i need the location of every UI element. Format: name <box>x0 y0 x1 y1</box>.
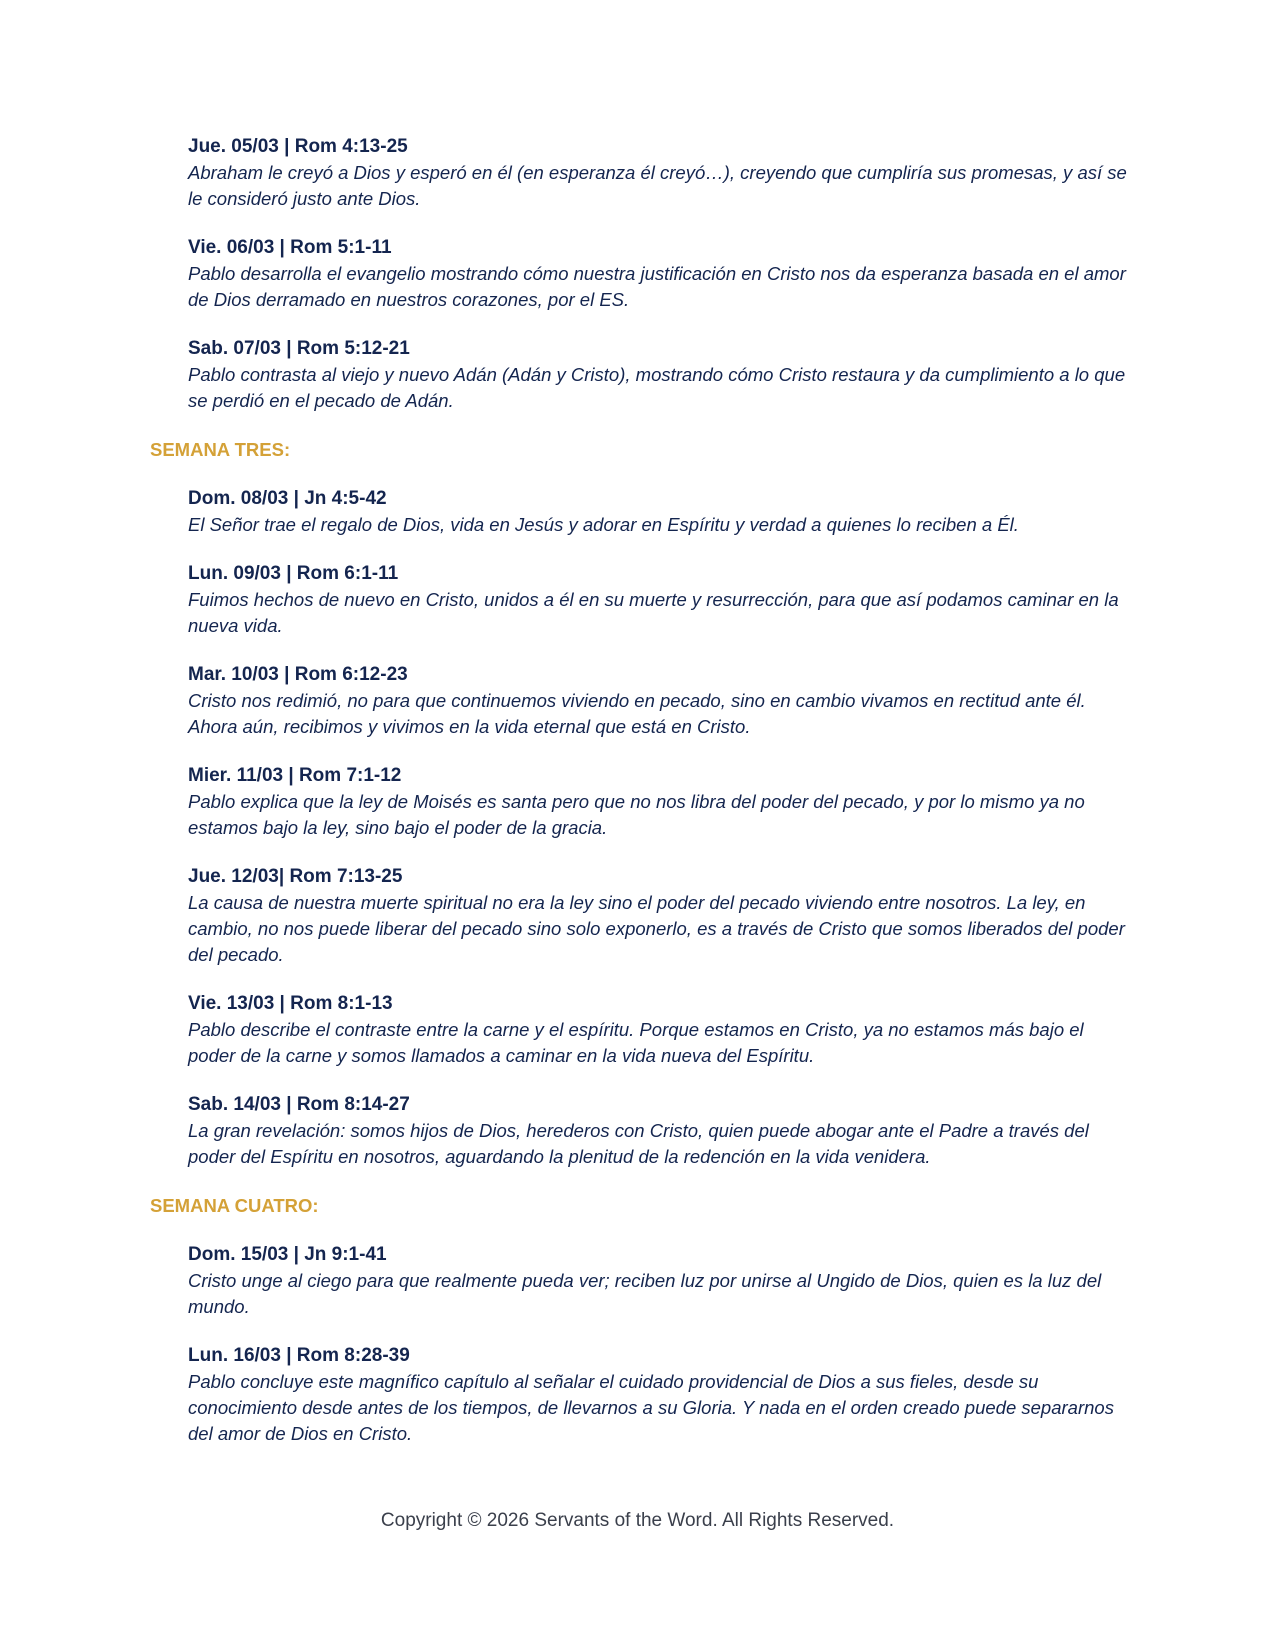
entry-description: El Señor trae el regalo de Dios, vida en Jesús y adorar en Espíritu y verdad a quienes lo reciben a Él. <box>188 514 1019 535</box>
entry-title: Jue. 12/03| Rom 7:13-25 <box>188 866 403 887</box>
reading-entry <box>188 991 1128 1069</box>
entry-title: Vie. 06/03 | Rom 5:1-11 <box>188 237 392 258</box>
entry-title: Sab. 07/03 | Rom 5:12-21 <box>188 338 410 359</box>
entry-title: Sab. 14/03 | Rom 8:14-27 <box>188 1094 410 1115</box>
reading-entry <box>188 1343 1128 1447</box>
copyright-footer: Copyright © 2026 Servants of the Word. All Rights Reserved. <box>380 1510 895 1531</box>
week-heading: SEMANA CUATRO: <box>150 1195 319 1216</box>
entry-title: Dom. 15/03 | Jn 9:1-41 <box>188 1244 387 1265</box>
entry-title: Mar. 10/03 | Rom 6:12-23 <box>188 664 408 685</box>
reading-entry <box>188 561 1128 639</box>
entry-description: Pablo contrasta al viejo y nuevo Adán (Adán y Cristo), mostrando cómo Cristo restaura y da cumplimiento a lo que se perdió en el pecado de Adán. <box>188 364 1126 411</box>
entry-description: Cristo unge al ciego para que realmente pueda ver; reciben luz por unirse al Ungido de Dios, quien es la luz del mundo. <box>188 1270 1102 1317</box>
reading-entry <box>188 662 1128 740</box>
entry-description: Abraham le creyó a Dios y esperó en él (en esperanza él creyó…), creyendo que cumpliría sus promesas, y así se le consideró justo ante Dios. <box>188 162 1127 209</box>
reading-entry <box>188 763 1128 841</box>
reading-entry <box>188 235 1128 313</box>
week-heading: SEMANA TRES: <box>150 439 291 460</box>
entry-description: Pablo describe el contraste entre la carne y el espíritu. Porque estamos en Cristo, ya no estamos más bajo el poder de la carne y somos llamados a caminar en la vida nueva del Espíritu. <box>188 1019 1084 1066</box>
entry-title: Lun. 09/03 | Rom 6:1-11 <box>188 563 399 584</box>
reading-entry <box>188 1242 1128 1320</box>
reading-entry <box>188 336 1128 414</box>
reading-entry <box>188 864 1128 968</box>
entry-description: Pablo desarrolla el evangelio mostrando cómo nuestra justificación en Cristo nos da esperanza basada en el amor de Dios derramado en nuestros corazones, por el ES. <box>188 263 1126 310</box>
entry-title: Lun. 16/03 | Rom 8:28-39 <box>188 1345 410 1366</box>
entry-title: Mier. 11/03 | Rom 7:1-12 <box>188 765 402 786</box>
reading-entry <box>188 486 1128 538</box>
entry-description: Fuimos hechos de nuevo en Cristo, unidos a él en su muerte y resurrección, para que así podamos caminar en la nueva vida. <box>188 589 1119 636</box>
entry-title: Vie. 13/03 | Rom 8:1-13 <box>188 993 393 1014</box>
entry-description: Pablo explica que la ley de Moisés es santa pero que no nos libra del poder del pecado, y por lo mismo ya no estamos bajo la ley, sino bajo el poder de la gracia. <box>188 791 1085 838</box>
reading-plan <box>150 134 1130 1470</box>
entry-description: Pablo concluye este magnífico capítulo al señalar el cuidado providencial de Dios a sus fieles, desde su conocimiento desde antes de los tiempos, de llevarnos a su Gloria. Y nada en el orden creado puede separarnos del amor de Dios en Cristo. <box>188 1371 1114 1444</box>
reading-entry <box>188 134 1128 212</box>
entry-description: La gran revelación: somos hijos de Dios, herederos con Cristo, quien puede abogar ante el Padre a través del poder del Espíritu en nosotros, aguardando la plenitud de la redención en la vida venidera. <box>188 1120 1089 1167</box>
entry-title: Dom. 08/03 | Jn 4:5-42 <box>188 488 387 509</box>
entry-title: Jue. 05/03 | Rom 4:13-25 <box>188 136 408 157</box>
entry-description: La causa de nuestra muerte spiritual no era la ley sino el poder del pecado viviendo entre nosotros. La ley, en cambio, no nos puede liberar del pecado sino solo exponerlo, es a través de Cristo que somos liberados del poder del pecado. <box>188 892 1125 965</box>
entry-description: Cristo nos redimió, no para que continuemos viviendo en pecado, sino en cambio vivamos en rectitud ante él. Ahora aún, recibimos y vivimos en la vida eternal que está en Cristo. <box>188 690 1086 737</box>
reading-entry <box>188 1092 1128 1170</box>
